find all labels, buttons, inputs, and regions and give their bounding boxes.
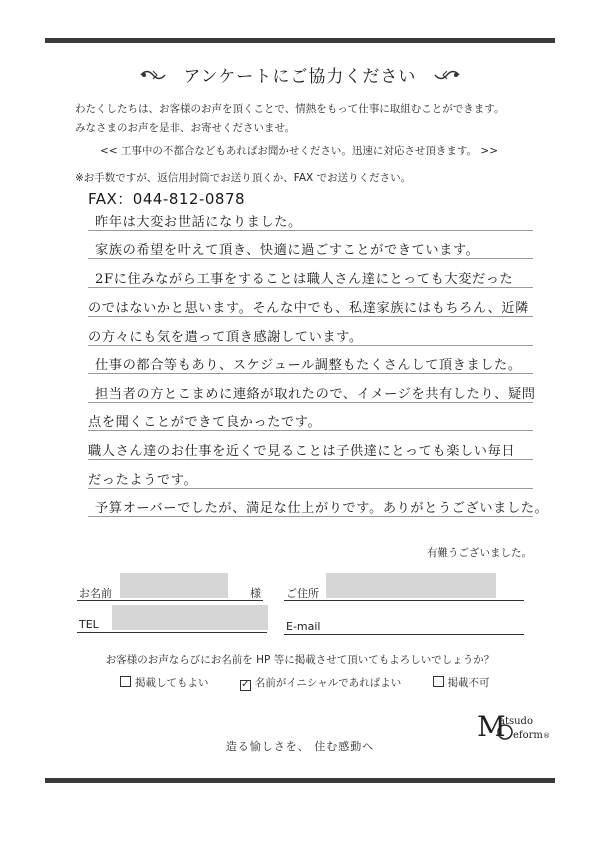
writing-rule: [88, 516, 533, 517]
address-redaction: [326, 573, 496, 598]
writing-rule: [88, 287, 533, 288]
svg-text:atsudo: atsudo: [499, 716, 533, 727]
checkbox-unchecked[interactable]: [433, 676, 444, 687]
form-header: [0, 62, 600, 87]
writing-rule: [88, 430, 533, 431]
consent-question: お客様のお声ならびにお名前を HP 等に掲載させて頂いてもよろしいでしょうか？: [105, 654, 495, 666]
writing-rule: [88, 488, 533, 489]
writing-rule: [88, 345, 533, 346]
email-field[interactable]: [284, 634, 524, 635]
consent-options: [120, 675, 518, 691]
checkbox-checked[interactable]: ✓: [241, 679, 250, 690]
writing-rule: [88, 402, 533, 403]
svg-text:M: M: [477, 710, 506, 743]
tel-label: TEL: [79, 618, 99, 631]
company-slogan: 造る愉しさを、 住む感動へ: [225, 740, 375, 753]
intro-line-3: << 工事中の不都合などもあればお聞かせください。迅速に対応させ頂きます。 >>: [100, 145, 499, 157]
address-field[interactable]: [284, 600, 524, 601]
writing-rule: [88, 258, 533, 259]
writing-rule: [88, 316, 533, 317]
intro-line-2: みなさまのお声を是非、お寄せくださいませ。: [75, 122, 296, 134]
handwritten-line: 点を聞くことができて良かったです。: [88, 415, 322, 430]
name-field[interactable]: [77, 600, 263, 601]
writing-rule: [88, 230, 533, 231]
left-flourish-ornament: [139, 67, 175, 86]
handwritten-line: 2Fに住みながら工事をすることは職人さん達にとっても大変だった: [95, 272, 514, 287]
handwritten-line: 昨年は大変お世話になりました。: [95, 215, 302, 230]
intro-line-1: わたくしたちは、お客様のお声を頂くことで、情熱をもって仕事に取組むことができます。: [75, 103, 505, 115]
name-label: お名前: [79, 587, 112, 600]
honorific-label: 様: [250, 587, 261, 600]
writing-rule: [88, 459, 533, 460]
thanks-text: 有難うございました。: [427, 547, 532, 559]
svg-text:eform: eform: [513, 730, 543, 741]
page-title: アンケートにご協力ください: [183, 67, 417, 87]
tel-field[interactable]: [77, 632, 267, 633]
option-publish-ok[interactable]: 掲載してもよい: [120, 675, 209, 690]
handwritten-line: の方々にも気を遣って頂き感謝しています。: [88, 330, 363, 345]
email-label: E-mail: [286, 620, 321, 633]
handwritten-line: のではないかと思います。そんな中でも、私達家族にはもちろん、近隣: [88, 301, 529, 316]
svg-text:®: ®: [543, 732, 550, 740]
name-redaction: [120, 573, 228, 598]
option-no-publish[interactable]: 掲載不可: [433, 675, 490, 690]
bottom-rule: [45, 778, 555, 783]
tel-redaction: [112, 605, 268, 630]
handwritten-line: 家族の希望を叶えて頂き、快適に過ごすことができています。: [95, 243, 480, 258]
checkbox-unchecked[interactable]: [120, 676, 131, 687]
fax-number: FAX：044-812-0878: [88, 190, 246, 208]
writing-rule: [88, 373, 533, 374]
handwritten-line: 仕事の都合等もあり、スケジュール調整もたくさんして頂きました。: [95, 358, 522, 373]
option-initials-only[interactable]: ✓ 名前がイニシャルであればよい: [241, 677, 402, 690]
handwritten-line: だったようです。: [88, 473, 198, 488]
intro-note: ※お手数ですが、返信用封筒でお送り頂くか、FAX でお送りください。: [75, 172, 412, 184]
right-flourish-ornament: [431, 67, 461, 86]
handwritten-line: 職人さん達のお仕事を近くで見ることは子供達にとっても楽しい毎日: [88, 444, 516, 459]
top-rule: [45, 38, 555, 43]
handwritten-line: 予算オーバーでしたが、満足な仕上がりです。ありがとうございました。: [95, 501, 549, 516]
address-label: ご住所: [286, 587, 319, 600]
handwritten-line: 担当者の方とこまめに連絡が取れたので、イメージを共有したり、疑問: [95, 387, 536, 402]
